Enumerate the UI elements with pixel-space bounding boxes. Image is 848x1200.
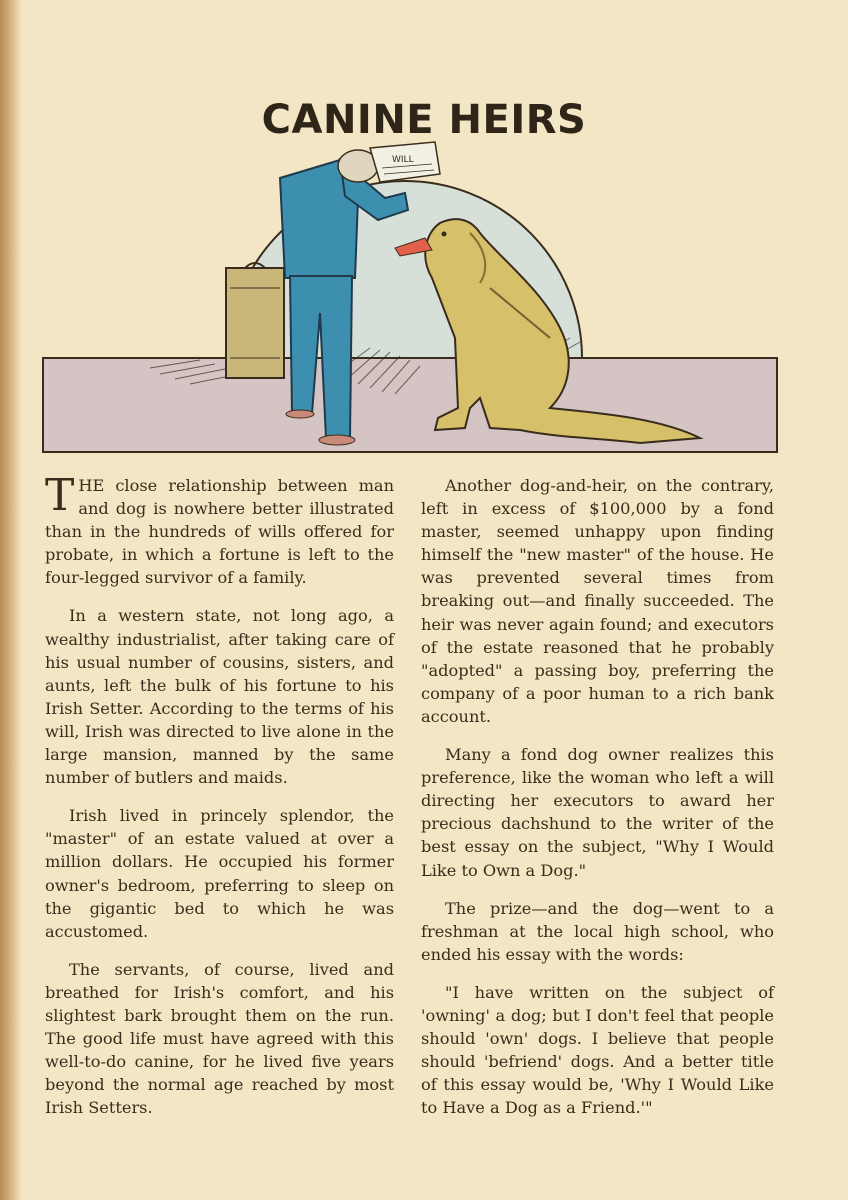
paragraph-intro (45, 470, 394, 589)
paragraph-essay-contest: Many a fond dog owner realizes this preference, like the woman who left a will directing her executors to award her precious dachshund to the writer of the best essay on the subject, "Why I Would Like to Own a Dog." (421, 745, 774, 880)
will-document (370, 142, 440, 182)
article-left-column (45, 470, 394, 1134)
book-binding-shadow (0, 0, 22, 1200)
dropcap-letter: T (45, 470, 75, 521)
article-right-column (421, 474, 774, 1134)
illustration-man-reading-will-to-dog (40, 138, 780, 456)
paragraph-western-state: In a western state, not long ago, a wealthy industrialist, after taking care of his usual number of cousins, sisters, and aunts, left the bulk of his fortune to his Irish Setter. According to the terms of his will, Irish was directed to live alone in the large mansion, manned by the same number of butlers and maids. (45, 606, 394, 788)
paragraph-princely-splendor: Irish lived in princely splendor, the "master" of an estate valued at over a million dollars. He occupied his former owner's bedroom, preferring to sleep on the gigantic bed to which he was accustomed. (45, 806, 394, 941)
paragraph-intro-text: HE close relationship between man and dog is nowhere better illustrated than in the hundreds of wills offered for probate, in which a fortune is left to the four-legged survivor of a family. (45, 476, 394, 588)
paragraph-another-heir: Another dog-and-heir, on the contrary, left in excess of $100,000 by a fond master, seemed unhappy upon finding himself the "new master" of the house. He was prevented several times from breaking out—and finally succeeded. The heir was never again found; and executors of the estate reasoned that he probably "adopted" a passing boy, preferring the company of a poor human to a rich bank account. (421, 476, 774, 726)
will-paper-text: WILL (392, 155, 414, 165)
paragraph-prize: The prize—and the dog—went to a freshman at the local high school, who ended his essay with the words: (421, 898, 774, 964)
suitcase (226, 263, 284, 378)
page-title: CANINE HEIRS (261, 96, 587, 143)
paragraph-servants: The servants, of course, lived and breathed for Irish's comfort, and his slightest bark brought them on the run. The good life must have agreed with this well-to-do canine, for he lived five years beyond the normal age reached by most Irish Setters. (45, 959, 394, 1118)
paragraph-essay-quote: "I have written on the subject of 'owning' a dog; but I don't feel that people should 'own' dogs. I believe that people should 'befriend' dogs. And a better title of this essay would be, 'Why I Would Like to Have a Dog as a Friend.'" (421, 982, 774, 1118)
